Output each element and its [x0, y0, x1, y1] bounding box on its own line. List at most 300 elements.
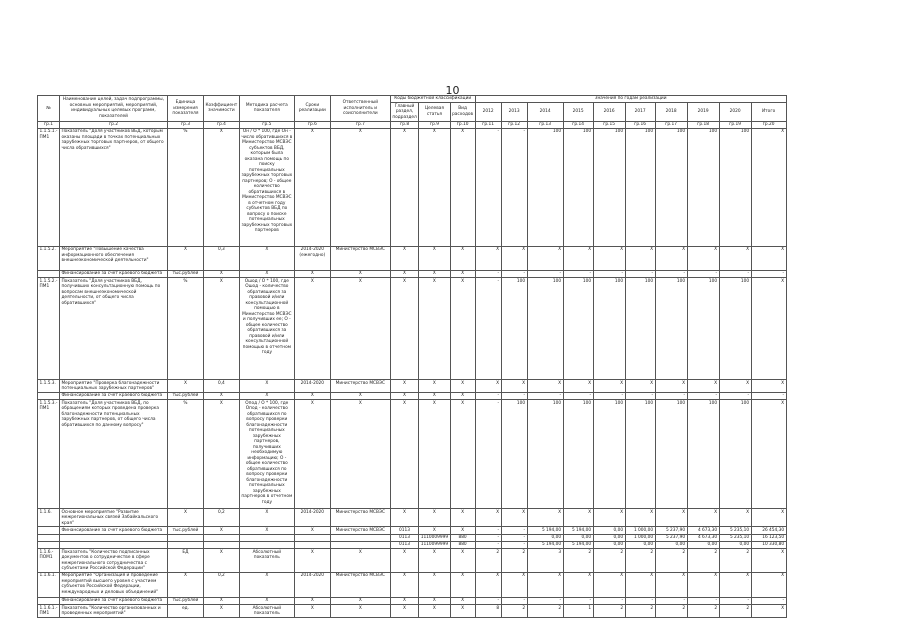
table-cell	[38, 527, 60, 534]
table-cell: -	[475, 270, 501, 277]
header-budget-group: Коды бюджетной классификации	[390, 96, 475, 103]
table-cell: 2	[687, 605, 719, 618]
table-cell: X	[390, 605, 418, 618]
table-cell: X	[593, 380, 625, 393]
table-cell: -	[593, 270, 625, 277]
table-cell: Показатель "Доля участников ВБД, по обращениям которых проведена проверка благонадежности потенциальных зарубежных партнеров, от общего числа обратившихся по данному вопросу"	[59, 400, 167, 509]
table-cell: Показатель "Количество организованных и проведенных мероприятий"	[59, 605, 167, 618]
table-cell: Министерство МСВЭС	[330, 380, 390, 393]
table-cell: X	[751, 573, 786, 598]
table-cell: X	[294, 128, 330, 246]
table-cell: X	[294, 605, 330, 618]
table-cell: Мероприятие "Организация и проведение мероприятий высшего уровня с участием субъектов Российской Федерации, международных и деловых объединений"	[59, 573, 167, 598]
column-number: гр.5	[239, 121, 294, 128]
header-year: 2018	[655, 103, 687, 121]
table-cell: 0113	[390, 542, 418, 549]
table-cell: X	[239, 573, 294, 598]
table-cell: X	[719, 246, 751, 270]
table-cell: Министерство МСВЭС	[330, 246, 390, 270]
table-cell	[38, 270, 60, 277]
table-row	[38, 509, 787, 527]
table-cell: -	[475, 527, 501, 534]
table-cell: 2014-2020	[294, 509, 330, 527]
table-cell: X	[450, 380, 475, 393]
table-cell: X	[751, 128, 786, 246]
table-cell: 1.1.5.3.	[38, 380, 60, 393]
table-row	[38, 605, 787, 618]
table-cell: Показатель "Количество подписанных документов о сотрудничестве в сфере межрегионального сотрудничества с субъектами Российской Федерации"	[59, 549, 167, 573]
table-cell: 100	[527, 400, 563, 509]
table-cell: X	[330, 128, 390, 246]
table-cell: Министерство МСВЭС	[330, 509, 390, 527]
table-cell: X	[390, 400, 418, 509]
table-cell: -	[475, 278, 501, 380]
table-cell: X	[294, 400, 330, 509]
header-year: 2013	[501, 103, 527, 121]
table-cell: X	[527, 246, 563, 270]
header-years-group: Значения по годам реализации	[475, 96, 786, 103]
table-cell: -	[501, 534, 527, 541]
table-cell: 100	[527, 128, 563, 246]
column-number: гр.6	[294, 121, 330, 128]
table-cell: ЕД	[167, 549, 203, 573]
table-cell: X	[390, 270, 418, 277]
table-cell: X	[751, 246, 786, 270]
program-indicators-table	[37, 95, 787, 618]
table-cell: 0113	[390, 527, 418, 534]
table-cell: 0,2	[203, 509, 239, 527]
table-cell	[294, 542, 330, 549]
table-row	[38, 392, 787, 399]
table-cell: X	[419, 598, 450, 605]
table-cell: 2	[593, 549, 625, 573]
header-period: Сроки реализации	[294, 96, 330, 122]
table-cell: X	[719, 380, 751, 393]
table-cell: -	[475, 598, 501, 605]
column-number: гр.20	[751, 121, 786, 128]
table-cell: 0,00	[563, 534, 593, 541]
header-unit: Единица измерения показателя	[167, 96, 203, 122]
table-cell: X	[239, 270, 294, 277]
column-number: гр.1	[38, 121, 60, 128]
table-cell: X	[450, 392, 475, 399]
table-cell	[167, 534, 203, 541]
table-cell: -	[501, 542, 527, 549]
table-cell: X	[390, 278, 418, 380]
table-cell: X	[475, 246, 501, 270]
table-cell: X	[294, 527, 330, 534]
table-cell	[38, 598, 60, 605]
table-cell: X	[330, 549, 390, 573]
header-method: Методика расчета показателя	[239, 96, 294, 122]
table-cell: 5 235,10	[719, 534, 751, 541]
table-cell: Финансирование за счет краевого бюджета	[59, 392, 167, 399]
table-cell: -	[655, 392, 687, 399]
table-cell: X	[390, 598, 418, 605]
table-cell: -	[751, 392, 786, 399]
table-cell: X	[450, 246, 475, 270]
table-cell: 2	[527, 605, 563, 618]
table-cell: X	[450, 527, 475, 534]
table-cell	[59, 542, 167, 549]
table-cell: 100	[593, 400, 625, 509]
column-number: гр.4	[203, 121, 239, 128]
header-year: 2019	[687, 103, 719, 121]
header-num: №	[38, 96, 60, 122]
table-cell: X	[203, 605, 239, 618]
header-year: 2017	[625, 103, 655, 121]
table-cell: X	[239, 598, 294, 605]
table-row	[38, 380, 787, 393]
table-cell: X	[475, 573, 501, 598]
table-cell: X	[419, 392, 450, 399]
table-cell: X	[167, 509, 203, 527]
table-row	[38, 542, 787, 549]
table-cell: X	[390, 549, 418, 573]
table-cell: -	[527, 270, 563, 277]
table-cell: 100	[527, 278, 563, 380]
table-cell: 1110099999	[420, 542, 449, 548]
table-cell: X	[419, 278, 450, 380]
table-cell	[38, 534, 60, 541]
table-cell: X	[390, 380, 418, 393]
column-number: гр.8	[390, 121, 418, 128]
table-cell: X	[751, 380, 786, 393]
header-year: 2020	[719, 103, 751, 121]
table-cell: %	[167, 128, 203, 246]
table-cell: -	[625, 392, 655, 399]
table-cell: Абсолютный показатель	[239, 549, 294, 573]
table-cell: X	[419, 509, 450, 527]
table-cell: -	[625, 598, 655, 605]
table-cell: 5 194,00	[563, 542, 593, 549]
table-cell: 880	[450, 542, 475, 549]
table-cell: 1110009999	[420, 535, 449, 541]
table-cell: 100	[655, 278, 687, 380]
column-number: гр.16	[625, 121, 655, 128]
table-cell: 5 237,90	[655, 527, 687, 534]
column-number: гр.17	[655, 121, 687, 128]
table-cell: X	[419, 573, 450, 598]
table-cell: 1.1.6.-ПОМ1	[38, 549, 60, 573]
table-cell: 2	[625, 549, 655, 573]
table-row	[38, 246, 787, 270]
table-cell	[167, 542, 203, 549]
table-row	[38, 400, 787, 509]
table-cell: %	[167, 400, 203, 509]
table-cell: -	[593, 392, 625, 399]
table-cell: X	[593, 509, 625, 527]
table-cell: X	[167, 573, 203, 598]
table-row	[38, 128, 787, 246]
table-cell: Абсолютный показатель	[239, 605, 294, 618]
table-cell: 100	[655, 128, 687, 246]
column-number: гр.18	[687, 121, 719, 128]
table-cell: 3	[527, 549, 563, 573]
table-cell: X	[239, 380, 294, 393]
page-number: 10	[445, 84, 460, 97]
table-cell: 2	[687, 549, 719, 573]
table-row	[38, 527, 787, 534]
table-cell	[38, 392, 60, 399]
table-cell: 5 194,00	[527, 542, 563, 549]
table-cell: X	[330, 392, 390, 399]
table-cell: 2	[501, 605, 527, 618]
table-cell: X	[751, 400, 786, 509]
table-cell: 880	[450, 534, 475, 541]
table-cell: -	[751, 270, 786, 277]
table-cell: -	[593, 598, 625, 605]
table-cell: X	[203, 392, 239, 399]
column-number: гр.13	[527, 121, 563, 128]
table-cell: X	[390, 392, 418, 399]
table-cell: X	[687, 380, 719, 393]
table-cell: 2	[719, 549, 751, 573]
column-number: гр.7	[330, 121, 390, 128]
table-cell: 1 000,00	[625, 527, 655, 534]
table-cell: X	[419, 128, 450, 246]
table-cell: X	[419, 380, 450, 393]
table-cell: 100	[625, 128, 655, 246]
table-cell: -	[501, 270, 527, 277]
table-cell: X	[294, 598, 330, 605]
table-cell: X	[527, 573, 563, 598]
table-cell: X	[390, 509, 418, 527]
table-cell	[330, 542, 390, 549]
table-cell: X	[294, 270, 330, 277]
table-cell: 2	[563, 549, 593, 573]
table-cell: 1.1.5.3.-ПМ1	[38, 400, 60, 509]
table-cell: X	[450, 605, 475, 618]
table-cell: X	[239, 246, 294, 270]
table-cell: 10 330,80	[751, 542, 786, 549]
table-cell: 100	[593, 128, 625, 246]
table-cell: 100	[719, 400, 751, 509]
table-cell: 1 000,00	[625, 534, 655, 541]
table-cell: X	[450, 128, 475, 246]
table-cell: Министерство МСВЭС	[330, 527, 390, 534]
table-cell: 0,3	[203, 246, 239, 270]
header-year: 2014	[527, 103, 563, 121]
table-cell: X	[419, 605, 450, 618]
table-cell: X	[625, 246, 655, 270]
table-cell	[203, 542, 239, 549]
column-number: гр.3	[167, 121, 203, 128]
header-budget-type: Вид расходов	[450, 103, 475, 121]
table-row	[38, 534, 787, 541]
table-cell: X	[239, 527, 294, 534]
table-cell: X	[419, 527, 450, 534]
table-cell: -	[475, 400, 501, 509]
table-cell: 0,00	[687, 542, 719, 549]
table-cell: X	[294, 392, 330, 399]
table-cell: 0,00	[719, 542, 751, 549]
table-cell: X	[239, 509, 294, 527]
table-cell: 100	[687, 278, 719, 380]
table-cell: тыс.рублей	[167, 598, 203, 605]
table-cell: 0,00	[593, 542, 625, 549]
table-row	[38, 549, 787, 573]
table-cell: X	[563, 573, 593, 598]
table-row	[38, 598, 787, 605]
table-cell: 100	[501, 278, 527, 380]
table-cell: 1.1.5.2.	[38, 246, 60, 270]
table-cell: 100	[719, 278, 751, 380]
table-cell: X	[687, 246, 719, 270]
table-cell: 2	[719, 605, 751, 618]
table-cell: X	[625, 573, 655, 598]
table-cell: X	[450, 270, 475, 277]
column-number: гр.9	[419, 121, 450, 128]
table-cell: X	[501, 380, 527, 393]
table-cell: X	[501, 573, 527, 598]
table-cell: Показатель "Доля участников ВБД, которым оказаны площади в точках потенциальных зарубежных торговых партнеров, от общего числа обратившихся"	[59, 128, 167, 246]
table-cell: 0,00	[655, 542, 687, 549]
table-cell: тыс.рублей	[167, 270, 203, 277]
table-cell: 100	[719, 128, 751, 246]
table-cell: X	[501, 246, 527, 270]
table-cell: 1.1.5.2.-ПМ1	[38, 278, 60, 380]
table-cell: 2	[501, 549, 527, 573]
table-cell: 100	[593, 278, 625, 380]
table-cell: 100	[563, 400, 593, 509]
table-cell: X	[563, 246, 593, 270]
table-cell: X	[330, 598, 390, 605]
table-cell: -	[527, 598, 563, 605]
table-cell: 5 237,90	[655, 534, 687, 541]
table-cell: X	[563, 509, 593, 527]
table-cell: X	[419, 270, 450, 277]
header-budget-article: Целевая статья	[419, 103, 450, 121]
table-cell: 1.1.6.1.	[38, 573, 60, 598]
table-cell: Министерство МСВЭС	[330, 573, 390, 598]
header-total: Итого	[751, 103, 786, 121]
column-numbers-row	[38, 121, 787, 128]
table-cell: X	[450, 278, 475, 380]
table-cell: 0,00	[593, 534, 625, 541]
table-cell: Основное мероприятие "Развитие межрегиональных связей Забайкальского края"	[59, 509, 167, 527]
table-cell: X	[475, 509, 501, 527]
table-cell: X	[751, 509, 786, 527]
table-cell: X	[450, 509, 475, 527]
header-executor: Ответственный исполнитель и соисполнители	[330, 96, 390, 122]
table-cell: -	[563, 270, 593, 277]
table-cell: Показатель "Доля участников ВБД, получивших консультационную помощь по вопросам внешнеэкономической деятельности, от общего числа обратившихся"	[59, 278, 167, 380]
table-cell: X	[419, 400, 450, 509]
table-cell: -	[475, 128, 501, 246]
table-cell: -	[719, 598, 751, 605]
table-cell: 1	[563, 605, 593, 618]
table-cell	[59, 534, 167, 541]
table-cell: 2	[655, 605, 687, 618]
table-cell: X	[203, 549, 239, 573]
column-number: гр.19	[719, 121, 751, 128]
table-cell: -	[751, 598, 786, 605]
table-cell: X	[167, 246, 203, 270]
table-cell: 1.1.6.1.-ПМ1	[39, 605, 58, 617]
table-cell: X	[330, 278, 390, 380]
table-cell: X	[527, 380, 563, 393]
table-cell: X	[475, 380, 501, 393]
table-cell: -	[501, 128, 527, 246]
table-cell: 5 235,10	[719, 527, 751, 534]
table-cell: 0,2	[203, 573, 239, 598]
table-cell: X	[390, 128, 418, 246]
table-cell: 5 194,00	[527, 527, 563, 534]
header-year: 2012	[475, 103, 501, 121]
table-cell: 0,00	[593, 527, 625, 534]
table-cell: X	[450, 598, 475, 605]
table-cell: Мероприятие "Повышение качества информационного обеспечения внешнеэкономической деятельности"	[59, 246, 167, 270]
table-cell: X	[203, 128, 239, 246]
table-cell: 2	[625, 605, 655, 618]
table-cell: X	[450, 400, 475, 509]
table-cell: -	[501, 598, 527, 605]
column-number: гр.10	[450, 121, 475, 128]
table-cell: -	[563, 392, 593, 399]
table-cell: X	[419, 246, 450, 270]
table-cell: X	[450, 549, 475, 573]
table-cell: -	[527, 392, 563, 399]
table-row	[38, 270, 787, 277]
table-cell: Финансирование за счет краевого бюджета	[59, 598, 167, 605]
table-cell: 100	[687, 128, 719, 246]
table-cell	[330, 534, 390, 541]
table-cell: X	[751, 278, 786, 380]
table-cell: X	[419, 549, 450, 573]
table-cell: 8	[475, 605, 501, 618]
table-cell: X	[330, 400, 390, 509]
table-cell: -	[687, 270, 719, 277]
table-cell	[203, 534, 239, 541]
header-budget-section: Главный раздел, подраздел	[392, 103, 417, 120]
table-cell	[239, 542, 294, 549]
table-cell: X	[563, 380, 593, 393]
table-cell: X	[687, 573, 719, 598]
table-cell: -	[501, 392, 527, 399]
table-cell: 4 673,30	[687, 527, 719, 534]
table-cell: 100	[563, 128, 593, 246]
table-cell: X	[625, 509, 655, 527]
table-cell: X	[527, 509, 563, 527]
table-cell: 2	[475, 549, 501, 573]
table-cell: X	[390, 246, 418, 270]
table-cell: ед.	[167, 605, 203, 618]
table-cell	[239, 534, 294, 541]
table-cell: X	[330, 605, 390, 618]
column-number: гр.14	[563, 121, 593, 128]
table-cell: 0,00	[625, 542, 655, 549]
table-cell: -	[625, 270, 655, 277]
table-row	[38, 573, 787, 598]
table-cell: 2	[593, 605, 625, 618]
table-cell: X	[294, 549, 330, 573]
table-cell: %	[167, 278, 203, 380]
header-year: 2016	[593, 103, 625, 121]
table-cell: 100	[687, 400, 719, 509]
table-cell: 0,4	[203, 380, 239, 393]
table-cell: 2014-2020 (ежегодно)	[294, 246, 330, 270]
table-cell: 16 123,50	[751, 534, 786, 541]
table-cell: -	[687, 392, 719, 399]
column-number: гр.12	[501, 121, 527, 128]
table-cell: X	[655, 380, 687, 393]
header-name: Наименование целей, задач подпрограммы, основных мероприятий, мероприятий, индивидуальных целевых программ, показателей	[59, 96, 167, 122]
table-cell: X	[625, 380, 655, 393]
table-cell: X	[203, 270, 239, 277]
table-cell: -	[475, 534, 501, 541]
column-number: гр.15	[593, 121, 625, 128]
